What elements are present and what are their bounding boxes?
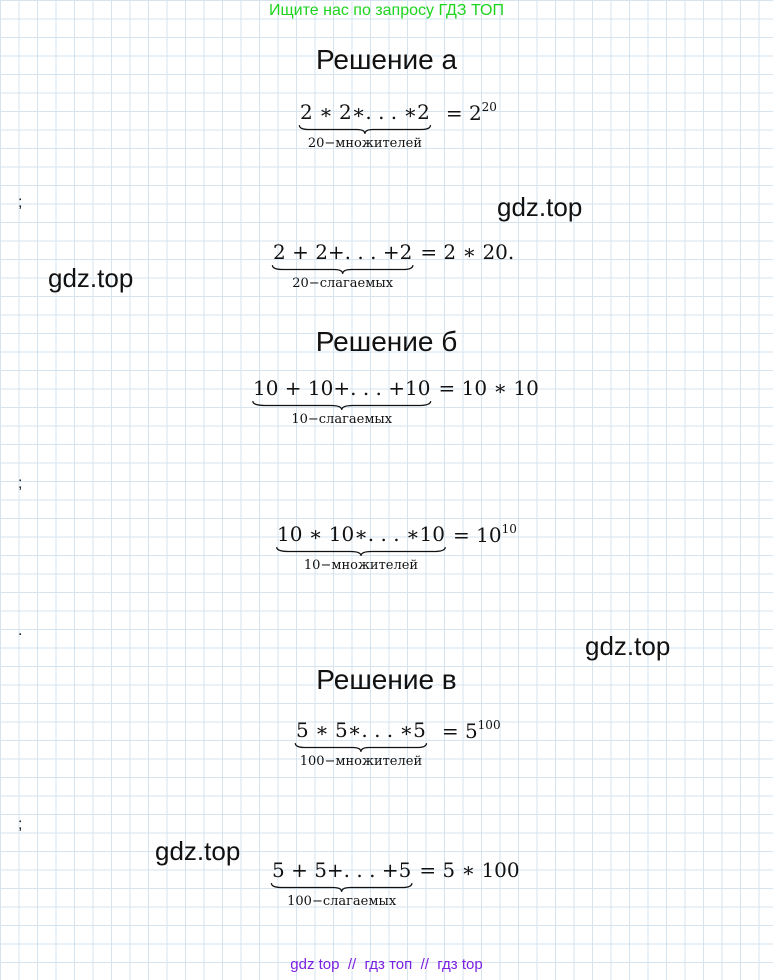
- equation-rhs: = 2 ∗ 20.: [420, 240, 515, 264]
- exponent: 20: [481, 100, 497, 114]
- underbrace-icon: [298, 124, 432, 135]
- equation-2: [271, 240, 514, 291]
- heading-solution-c: Решение в: [316, 664, 457, 695]
- equation-lhs: 5 + 5+. . . +5: [272, 858, 412, 882]
- equation-lhs: 10 ∗ 10∗. . . ∗10: [277, 522, 445, 546]
- underbrace-icon: [275, 546, 447, 557]
- top-banner: Ищите нас по запросу ГДЗ ТОП: [269, 2, 504, 19]
- footer-links[interactable]: gdz top // гдз топ // гдз top: [290, 956, 483, 973]
- equation-5: [294, 718, 501, 769]
- underbrace-group: [298, 100, 432, 151]
- watermark-1: gdz.top: [497, 192, 583, 222]
- exponent: 10: [501, 522, 517, 536]
- equation-rhs: = $5^{100}$: [441, 718, 501, 743]
- underbrace-icon: [271, 264, 414, 275]
- semicolon-1: ;: [18, 194, 23, 211]
- underbrace-label: 100−слагаемых: [287, 894, 397, 909]
- underbrace-label: 10−множителей: [303, 558, 419, 573]
- equation-rhs: = $10^{10}$: [453, 522, 517, 547]
- equation-rhs: = $2^{20}$: [445, 100, 497, 125]
- underbrace-label: 10−слагаемых: [291, 412, 393, 427]
- underbrace-group: [275, 522, 447, 573]
- equation-lhs: 2 ∗ 2∗. . . ∗2: [300, 100, 430, 124]
- underbrace-group: [271, 240, 414, 291]
- equation-6: [270, 858, 520, 909]
- heading-solution-b: Решение б: [315, 326, 458, 357]
- underbrace-label: 20−множителей: [307, 136, 422, 151]
- equation-rhs: = 5 ∗ 100: [419, 858, 520, 882]
- underbrace-group: [294, 718, 428, 769]
- period-mark: .: [18, 622, 23, 639]
- equation-1: [298, 100, 497, 151]
- equation-lhs: 5 ∗ 5∗. . . ∗5: [296, 718, 426, 742]
- equation-rhs: = 10 ∗ 10: [438, 376, 539, 400]
- semicolon-3: ;: [18, 816, 23, 833]
- exponent: 100: [477, 718, 501, 732]
- underbrace-icon: [270, 882, 413, 893]
- underbrace-group: [251, 376, 432, 427]
- underbrace-icon: [251, 400, 432, 411]
- underbrace-group: [270, 858, 413, 909]
- heading-solution-a: Решение а: [315, 44, 458, 75]
- equation-lhs: 2 + 2+. . . +2: [273, 240, 413, 264]
- underbrace-label: 20−слагаемых: [292, 276, 394, 291]
- watermark-4: gdz.top: [155, 836, 241, 866]
- equation-4: [275, 522, 517, 573]
- equation-lhs: 10 + 10+. . . +10: [253, 376, 431, 400]
- underbrace-icon: [294, 742, 428, 753]
- watermark-2: gdz.top: [48, 263, 134, 293]
- equation-3: [251, 376, 539, 427]
- underbrace-label: 100−множителей: [299, 754, 423, 769]
- semicolon-2: ;: [18, 475, 23, 492]
- watermark-3: gdz.top: [585, 631, 671, 661]
